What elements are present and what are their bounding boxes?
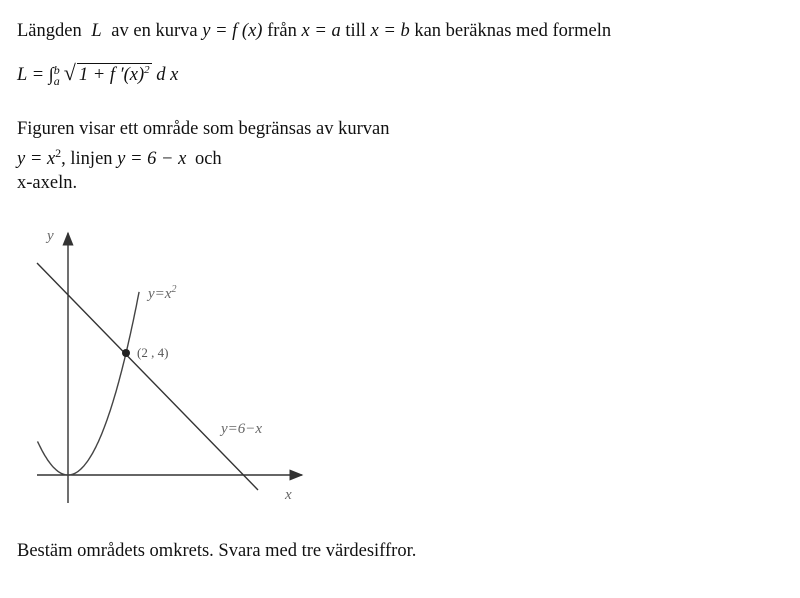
paragraph-line-3: x-axeln. xyxy=(17,173,78,193)
word: , linjen xyxy=(61,149,113,170)
math-x-a: x = a xyxy=(301,21,341,41)
word: kan beräknas med formeln xyxy=(414,21,612,41)
point-label: (2 , 4) xyxy=(137,345,169,360)
exponent: 2 xyxy=(55,146,62,160)
word: och xyxy=(194,149,222,170)
line-label: y=6−x xyxy=(221,421,263,437)
parabola-y-x2 xyxy=(38,292,140,475)
upper-limit: b xyxy=(53,62,60,77)
question-text: Bestäm områdets omkrets. Svara med tre värdesiffror. xyxy=(17,541,417,561)
radicand-text: 1 + f ′(x) xyxy=(78,65,145,85)
math-L: L xyxy=(91,21,102,41)
dx: d x xyxy=(156,65,179,85)
x-axis-label: x xyxy=(285,487,292,503)
word: från xyxy=(267,21,297,41)
math-x-b: x = b xyxy=(370,21,410,41)
curve-label: $y=x^2$ xyxy=(148,284,177,302)
word: Längden xyxy=(17,21,82,41)
paragraph-line-1: Figuren visar ett område som begränsas av kurvan xyxy=(17,119,390,139)
word: till xyxy=(345,21,366,41)
word: av en kurva xyxy=(111,21,198,41)
exponent: 2 xyxy=(144,63,150,76)
y-axis-label: y xyxy=(47,228,54,244)
intersection-point xyxy=(122,349,130,357)
math-parabola: y = x xyxy=(17,149,56,170)
math-line: y = 6 − x xyxy=(117,149,187,170)
root-sign: √ xyxy=(63,60,76,85)
lower-limit: a xyxy=(53,73,60,88)
math-curve: y = f (x) xyxy=(202,21,263,41)
formula-lhs: L = ∫ xyxy=(17,65,54,85)
